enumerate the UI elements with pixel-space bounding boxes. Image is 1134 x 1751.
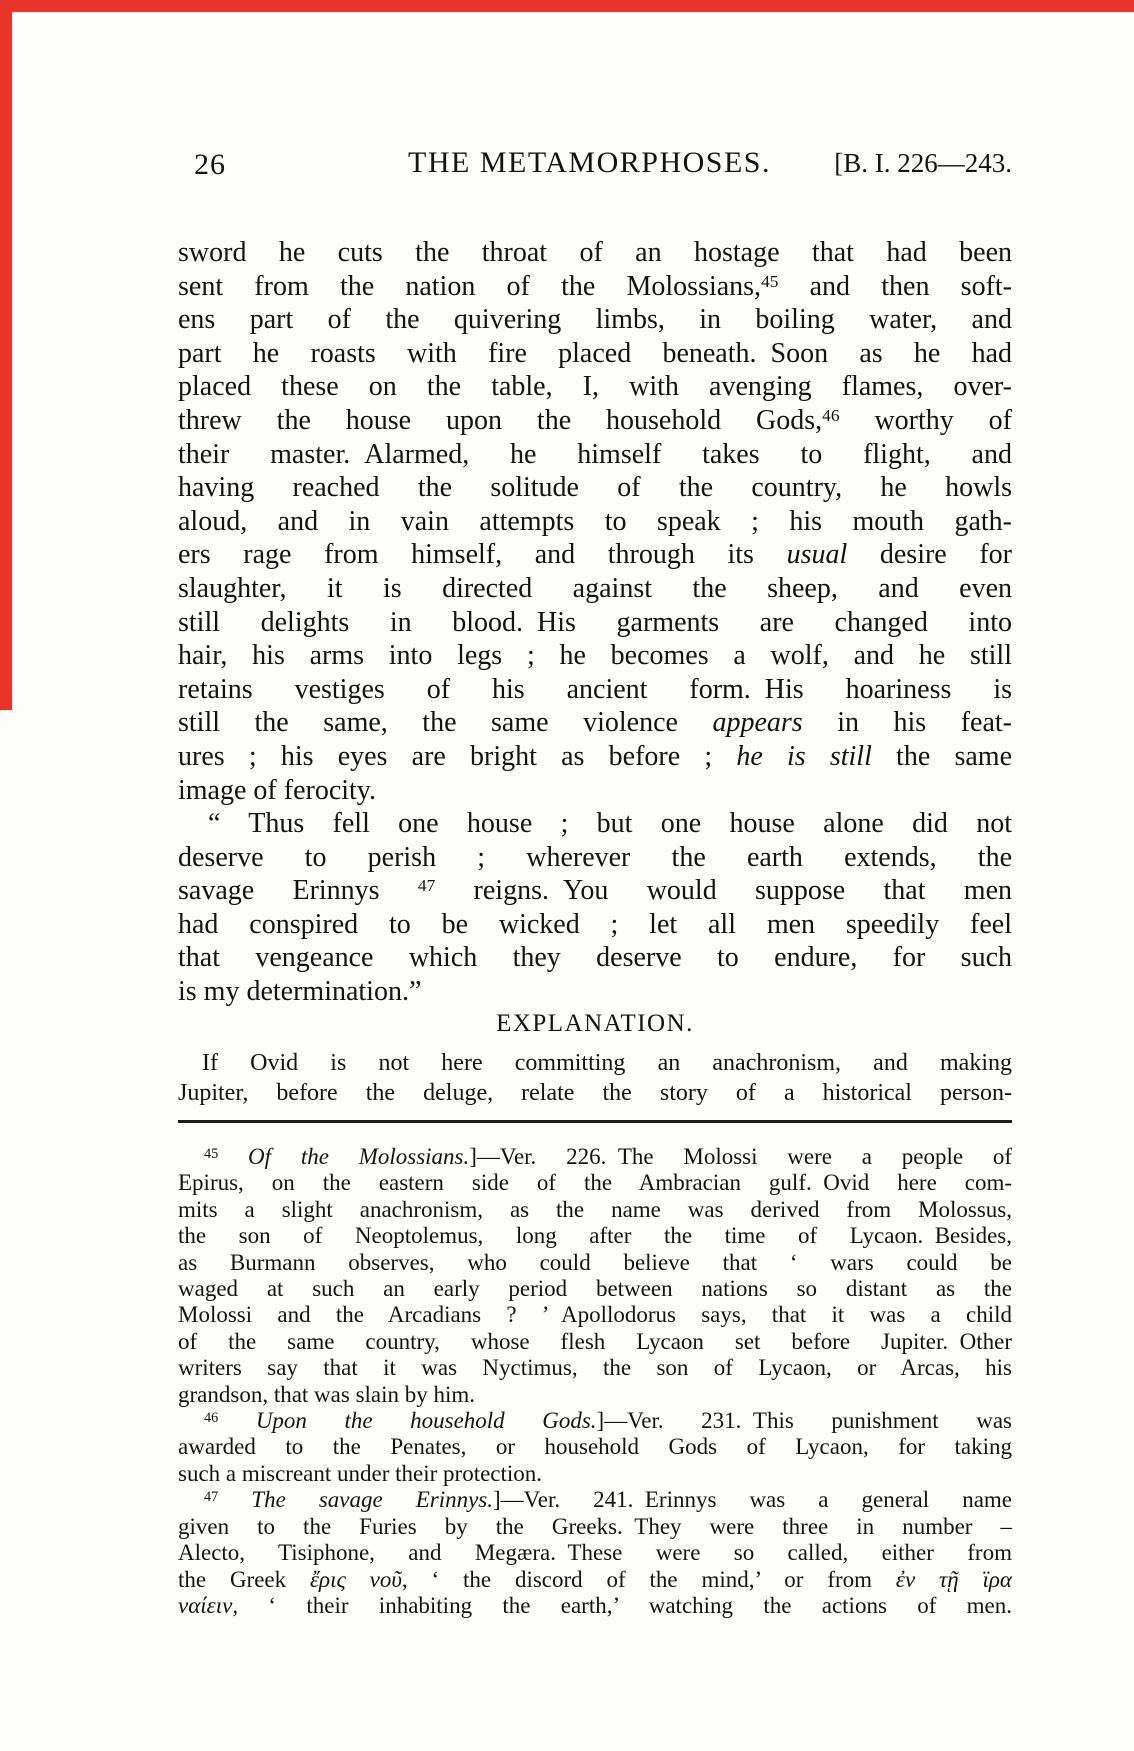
- text-segment: the Greek: [178, 1566, 310, 1592]
- text-segment: still delights in blood. His garments are changed into: [178, 606, 1012, 638]
- text-line: [178, 1461, 1012, 1487]
- text-segment: savage Erinnys: [178, 875, 418, 907]
- text-line: [178, 673, 1012, 707]
- text-segment: [218, 1408, 256, 1433]
- text-line: [178, 1276, 1012, 1302]
- italic-text: The savage Erinnys.: [251, 1487, 494, 1513]
- text-segment: retains vestiges of his ancient form. His hoariness is: [178, 673, 1012, 705]
- text-line: [178, 303, 1012, 337]
- text-line: [178, 438, 1012, 472]
- body-paragraph-1: [178, 236, 1012, 807]
- text-line: [178, 807, 1012, 841]
- text-segment: , ‘ the discord of the mind,’ or from: [401, 1566, 896, 1592]
- text-line: [178, 1223, 1012, 1249]
- text-line: [178, 1487, 1012, 1513]
- text-line: [178, 538, 1012, 572]
- text-line: [178, 270, 1012, 304]
- text-line: [178, 774, 1012, 808]
- text-line: [178, 1144, 1012, 1170]
- explanation-paragraph: [178, 1048, 1012, 1108]
- text-line: [178, 1329, 1012, 1355]
- body-text: [178, 236, 1012, 1009]
- text-line: [178, 1382, 1012, 1408]
- footnote-marker: 46: [822, 406, 840, 426]
- text-line: [178, 841, 1012, 875]
- footnote-marker: 45: [204, 1145, 219, 1162]
- scan-edge-mark-left: [0, 0, 12, 710]
- text-segment: ]—Ver. 231. This punishment was: [596, 1408, 1013, 1434]
- text-segment: [218, 1144, 248, 1169]
- text-segment: Molossi and the Arcadians ? ’ Apollodorus says, that it was a child: [178, 1302, 1012, 1328]
- text-segment: awarded to the Penates, or household Gods of Lycaon, for taking: [178, 1434, 1012, 1460]
- text-segment: of the same country, whose flesh Lycaon set before Jupiter. Other: [178, 1328, 1012, 1354]
- page-number: 26: [194, 148, 226, 181]
- text-segment: such a miscreant under their protection.: [178, 1460, 543, 1486]
- footnote-marker: 46: [204, 1409, 219, 1426]
- text-line: [178, 1540, 1012, 1566]
- text-segment: the same: [871, 740, 1012, 772]
- text-segment: [218, 1487, 251, 1512]
- footnote-46: [178, 1408, 1012, 1487]
- text-segment: mits a slight anachronism, as the name was derived from Molossus,: [178, 1196, 1012, 1222]
- text-segment: placed these on the table, I, with avenging flames, over-: [178, 371, 1012, 403]
- text-segment: slaughter, it is directed against the sheep, and even: [178, 572, 1012, 604]
- text-line: [178, 1593, 1012, 1619]
- text-line: [178, 1514, 1012, 1540]
- footnote-45: [178, 1144, 1012, 1408]
- text-segment: ers rage from himself, and through its: [178, 539, 787, 571]
- running-title: THE METAMORPHOSES.: [408, 146, 771, 179]
- text-segment: their master. Alarmed, he himself takes to flight, and: [178, 438, 1012, 470]
- text-line: [178, 471, 1012, 505]
- text-segment: hair, his arms into legs ; he becomes a wolf, and he still: [178, 640, 1012, 672]
- text-line: [178, 706, 1012, 740]
- text-segment: ures ; his eyes are bright as before ;: [178, 740, 737, 772]
- text-line: [178, 1048, 1012, 1078]
- text-line: [178, 370, 1012, 404]
- text-line: [178, 1567, 1012, 1593]
- explanation-heading: EXPLANATION.: [496, 1010, 694, 1037]
- italic-text: Of the Molossians.: [248, 1144, 470, 1169]
- footnote-47: [178, 1487, 1012, 1619]
- text-segment: that vengeance which they deserve to endure, for such: [178, 942, 1012, 974]
- text-segment: ens part of the quivering limbs, in boiling water, and: [178, 304, 1012, 336]
- italic-text: ἔρις νοῦ: [309, 1566, 402, 1592]
- text-line: [178, 1250, 1012, 1276]
- text-segment: Epirus, on the eastern side of the Ambracian gulf. Ovid here com-: [178, 1170, 1012, 1196]
- text-segment: part he roasts with fire placed beneath. Soon as he had: [178, 337, 1012, 369]
- text-line: [178, 1197, 1012, 1223]
- italic-text: ναίειν,: [178, 1592, 239, 1618]
- text-segment: reigns. You would suppose that men: [435, 875, 1012, 907]
- text-line: [178, 337, 1012, 371]
- text-segment: had conspired to be wicked ; let all men speedily feel: [178, 908, 1012, 940]
- text-segment: given to the Furies by the Greeks. They were three in number –: [178, 1513, 1012, 1539]
- text-segment: aloud, and in vain attempts to speak ; his mouth gath-: [178, 505, 1012, 537]
- text-line: [178, 236, 1012, 270]
- scan-edge-mark-top: [0, 0, 1134, 12]
- footnote-marker: 47: [417, 876, 436, 896]
- text-line: [178, 740, 1012, 774]
- text-line: [178, 941, 1012, 975]
- text-segment: the son of Neoptolemus, long after the time of Lycaon. Besides,: [178, 1223, 1012, 1249]
- text-line: [178, 1078, 1012, 1108]
- text-segment: grandson, that was slain by him.: [178, 1381, 476, 1407]
- text-segment: as Burmann observes, who could believe that ‘ wars could be: [178, 1249, 1012, 1275]
- text-line: [178, 639, 1012, 673]
- body-paragraph-2: [178, 807, 1012, 1009]
- text-line: [178, 1170, 1012, 1196]
- text-line: [178, 505, 1012, 539]
- text-segment: writers say that it was Nyctimus, the son of Lycaon, or Arcas, his: [178, 1355, 1012, 1381]
- text-segment: image of ferocity.: [178, 774, 376, 806]
- text-line: [178, 874, 1012, 908]
- footnote-divider: [178, 1120, 1012, 1123]
- text-line: [178, 572, 1012, 606]
- italic-text: appears: [712, 707, 803, 739]
- italic-text: Upon the household Gods.: [255, 1408, 597, 1434]
- italic-text: usual: [786, 539, 848, 571]
- text-segment: having reached the solitude of the country, he howls: [178, 472, 1012, 504]
- text-segment: ‘ their inhabiting the earth,’ watching the actions of men.: [238, 1592, 1012, 1618]
- text-segment: sent from the nation of the Molossians,: [178, 270, 762, 302]
- text-segment: ]—Ver. 241. Erinnys was a general name: [493, 1487, 1012, 1513]
- italic-text: ἐν τῇ ϊρα: [895, 1566, 1012, 1592]
- text-line: [178, 606, 1012, 640]
- text-line: [178, 1302, 1012, 1328]
- footnotes-section: [178, 1144, 1012, 1619]
- text-line: [178, 404, 1012, 438]
- text-line: [178, 1355, 1012, 1381]
- text-segment: desire for: [847, 539, 1012, 571]
- text-segment: waged at such an early period between nations so distant as the: [178, 1276, 1012, 1302]
- text-segment: ]—Ver. 226. The Molossi were a people of: [469, 1144, 1012, 1169]
- text-segment: “ Thus fell one house ; but one house alone did not: [208, 808, 1012, 840]
- text-segment: Alecto, Tisiphone, and Megæra. These were so called, either from: [178, 1540, 1012, 1566]
- text-line: [178, 1434, 1012, 1460]
- text-segment: threw the house upon the household Gods,: [178, 404, 823, 436]
- text-segment: is my determination.”: [178, 976, 422, 1008]
- text-segment: and then soft-: [778, 270, 1012, 302]
- footnote-marker: 47: [204, 1488, 219, 1505]
- text-segment: Jupiter, before the deluge, relate the story of a historical person-: [178, 1080, 1012, 1106]
- text-line: [178, 908, 1012, 942]
- italic-text: he is still: [736, 740, 872, 772]
- text-segment: worthy of: [839, 404, 1012, 436]
- text-line: [178, 1408, 1012, 1434]
- footnote-marker: 45: [761, 271, 779, 291]
- text-line: [178, 975, 1012, 1009]
- book-line-reference: [B. I. 226—243.: [834, 148, 1012, 178]
- text-segment: in his feat-: [802, 707, 1012, 739]
- text-segment: sword he cuts the throat of an hostage that had been: [178, 237, 1012, 268]
- text-segment: If Ovid is not here committing an anachronism, and making: [202, 1050, 1012, 1076]
- text-segment: still the same, the same violence: [178, 707, 713, 739]
- text-segment: deserve to perish ; wherever the earth extends, the: [178, 841, 1012, 873]
